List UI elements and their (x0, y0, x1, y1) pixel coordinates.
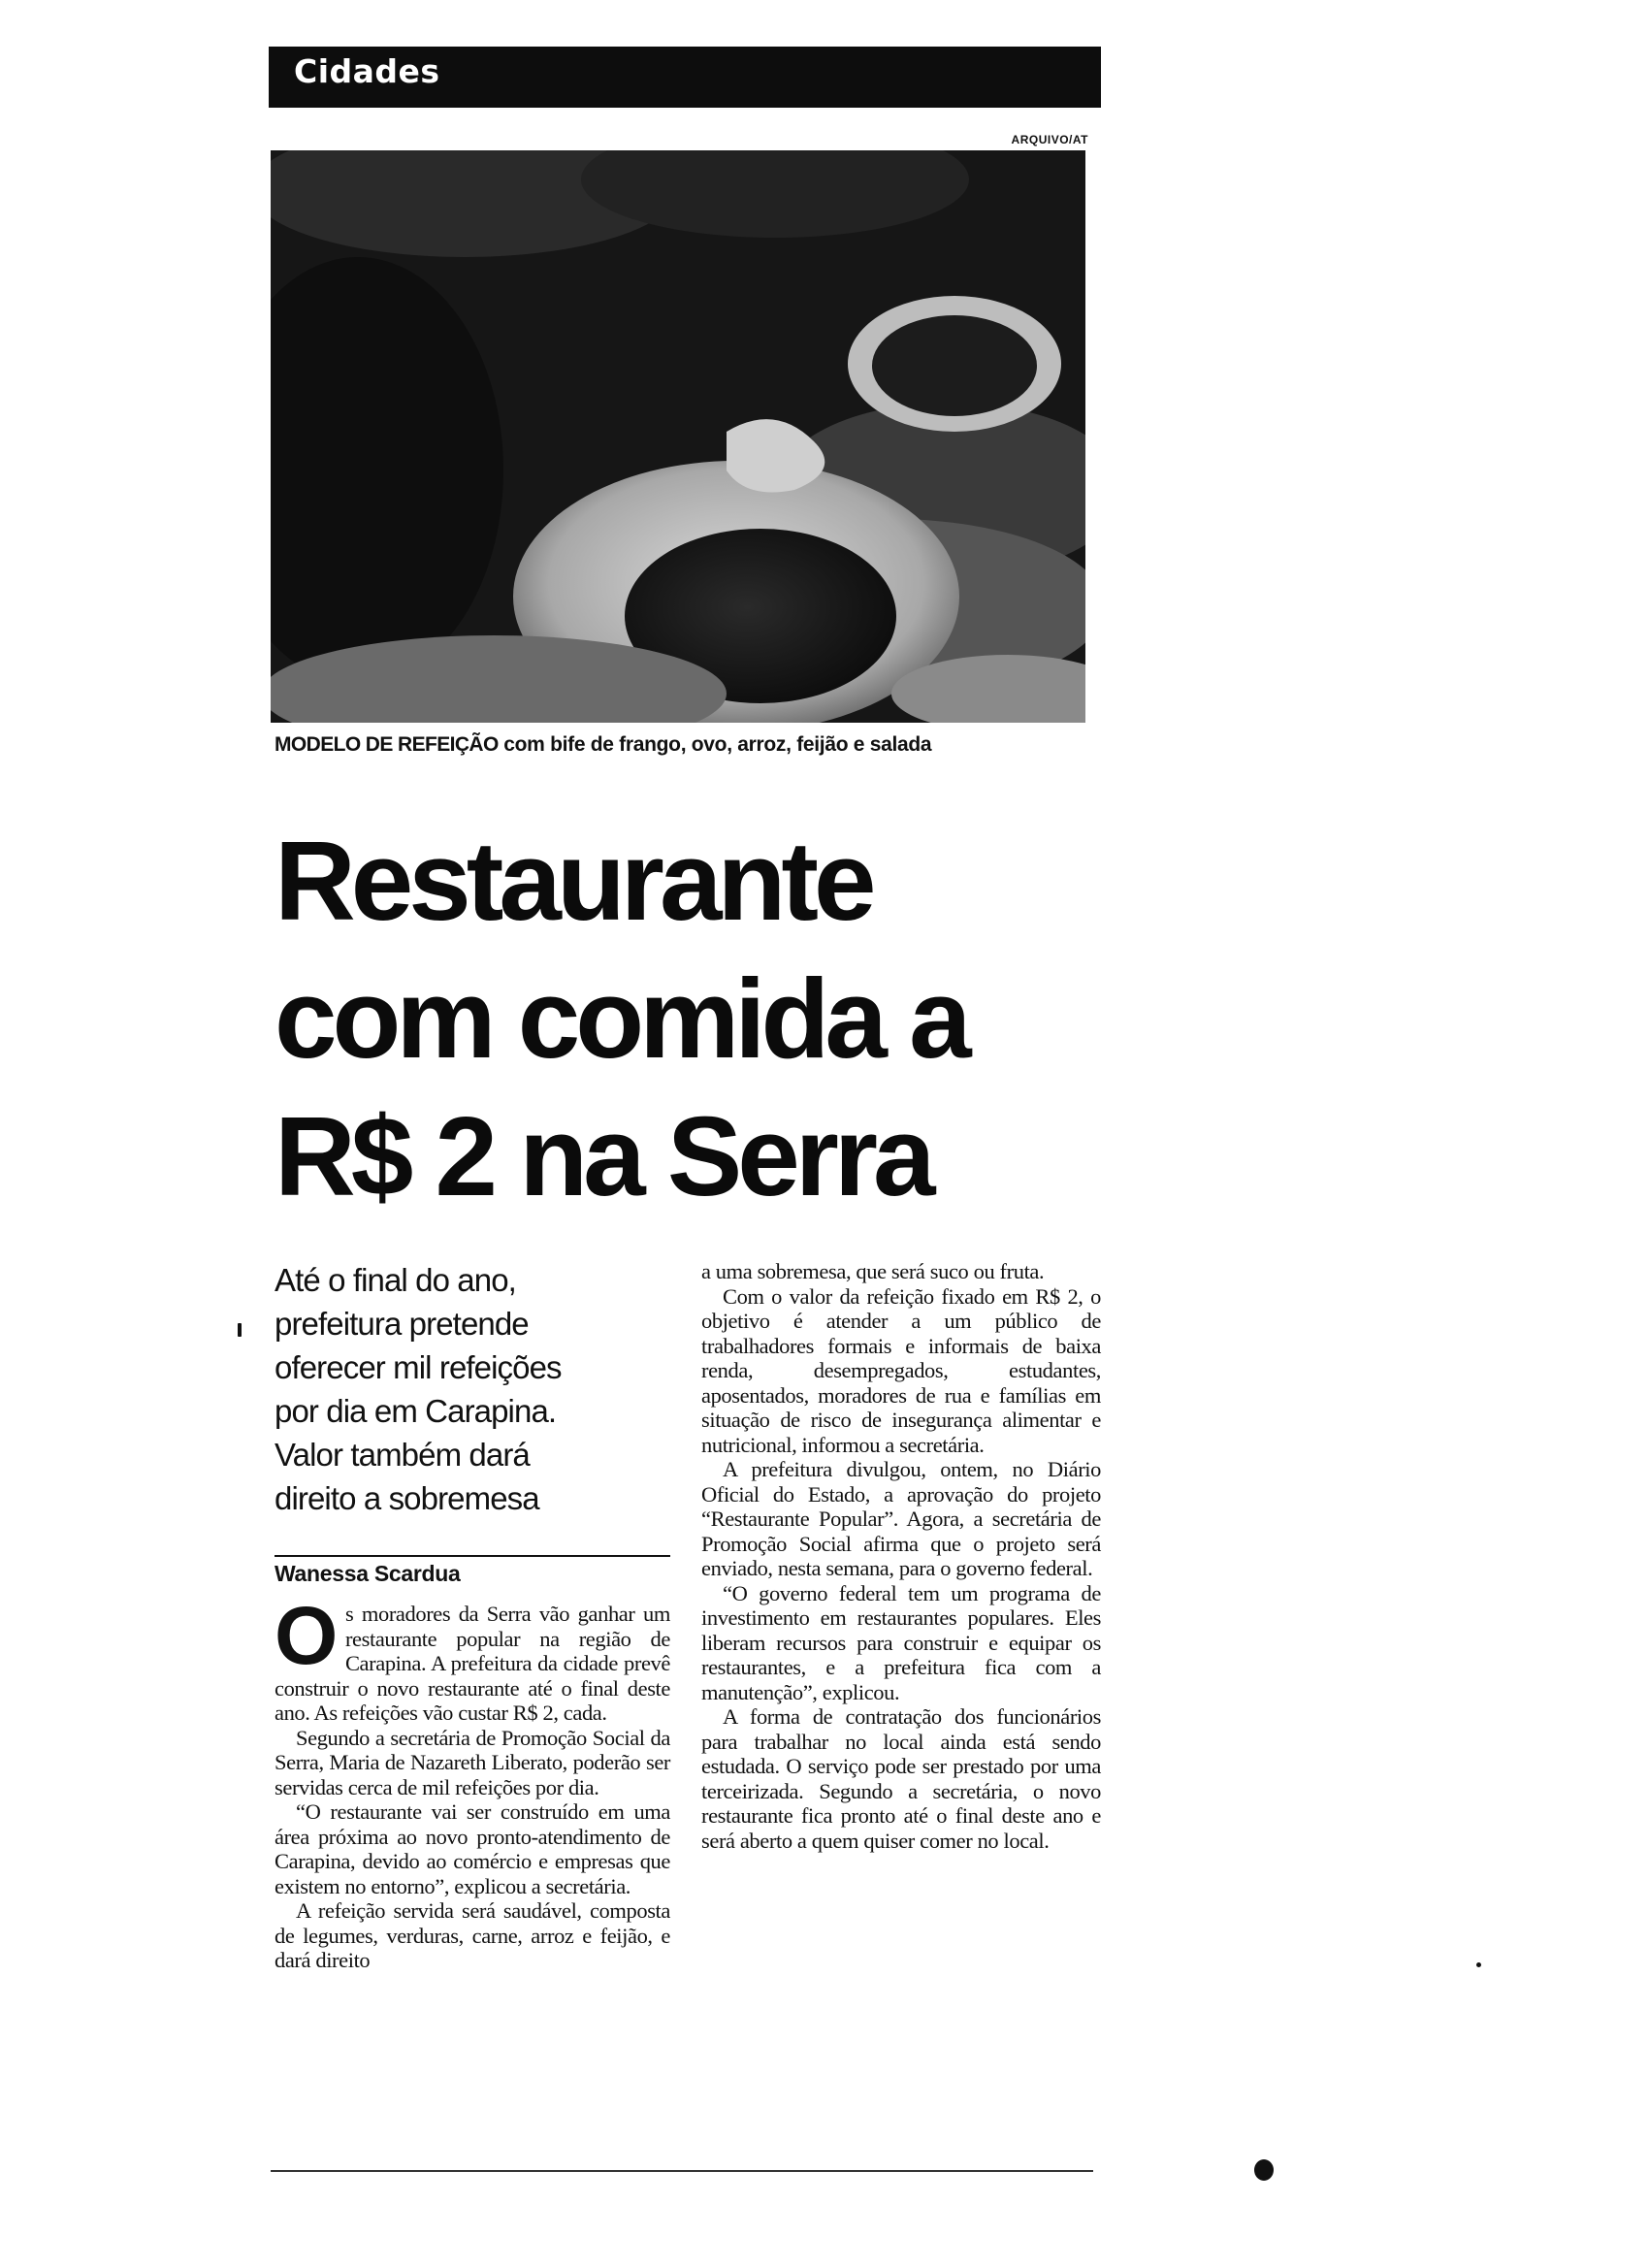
photo-caption (275, 733, 1099, 757)
deck-line: Valor também dará (275, 1437, 530, 1473)
paragraph-text: s moradores da Serra vão ganhar um restaurante popular na região de Carapina. A prefeitura da cidade prevê construir o novo restaurante até o final deste ano. As refeições vão custar R$ 2, cada. (275, 1602, 670, 1725)
meal-photo-graphic (271, 150, 1085, 723)
photo-credit: ARQUIVO/AT (1011, 133, 1088, 146)
deck-line: por dia em Carapina. (275, 1393, 557, 1429)
deck-line: Até o final do ano, (275, 1262, 516, 1298)
paragraph: Segundo a secretária de Promoção Social da Serra, Maria de Nazareth Liberato, poderão ser servidas cerca de mil refeições por dia. (275, 1725, 670, 1799)
paragraph: “O governo federal tem um programa de investimento em restaurantes populares. Eles liberam recursos para construir e equipar os restaurantes, e a prefeitura fica com a manutenção”, explicou. (701, 1580, 1101, 1704)
left-column (275, 1258, 670, 1973)
caption-text: com bife de frango, ovo, arroz, feijão e salada (498, 733, 932, 756)
caption-lead: MODELO DE REFEIÇÃO (275, 733, 499, 756)
section-header-bar (269, 47, 1101, 108)
scan-speck (238, 1323, 242, 1337)
section-title: Cidades (294, 52, 440, 90)
headline (275, 812, 1099, 1225)
meal-photo (271, 150, 1085, 723)
paragraph (275, 1590, 670, 1726)
drop-cap: O (275, 1590, 338, 1681)
bottom-rule (271, 2170, 1093, 2172)
deck-line: direito a sobremesa (275, 1480, 539, 1516)
headline-line: R$ 2 na Serra (275, 1093, 931, 1219)
paragraph: “O restaurante vai ser construído em uma área próxima ao novo pronto-atendimento de Carapina, devido ao comércio e empresas que existem no entorno”, explicou a secretária. (275, 1799, 670, 1898)
scan-speck (1476, 1962, 1481, 1967)
newspaper-clipping (267, 44, 1106, 2178)
deck-summary (275, 1258, 670, 1520)
right-column (701, 1259, 1101, 1853)
headline-line: Restaurante (275, 818, 872, 944)
deck-line: prefeitura pretende (275, 1306, 529, 1342)
paragraph-continuation: a uma sobremesa, que será suco ou fruta. (701, 1259, 1045, 1283)
article-body-left (275, 1590, 670, 1973)
article-body-right (701, 1259, 1101, 1853)
paragraph: A refeição servida será saudável, composta de legumes, verduras, carne, arroz e feijão, e dará direito (275, 1898, 670, 1972)
paragraph: A forma de contratação dos funcionários para trabalhar no local ainda está sendo estudada. O serviço pode ser prestado por uma terceirizada. Segundo a secretária, o novo restaurante fica pronto até o final deste ano e será aberto a quem quiser comer no local. (701, 1704, 1101, 1853)
deck-line: oferecer mil refeições (275, 1349, 562, 1385)
byline: Wanessa Scardua (275, 1555, 670, 1602)
scan-speck (1254, 2159, 1274, 2181)
paragraph: Com o valor da refeição fixado em R$ 2, o objetivo é atender a um público de trabalhadores formais e informais de baixa renda, desempregados, estudantes, aposentados, moradores de rua e famílias em situação de risco de insegurança alimentar e nutricional, informou a secretária. (701, 1283, 1101, 1457)
headline-line: com comida a (275, 956, 967, 1082)
paragraph: A prefeitura divulgou, ontem, no Diário Oficial do Estado, a aprovação do projeto “Restaurante Popular”. Agora, a secretária de Promoção Social afirma que o projeto será enviado, nesta semana, para o governo federal. (701, 1457, 1101, 1580)
